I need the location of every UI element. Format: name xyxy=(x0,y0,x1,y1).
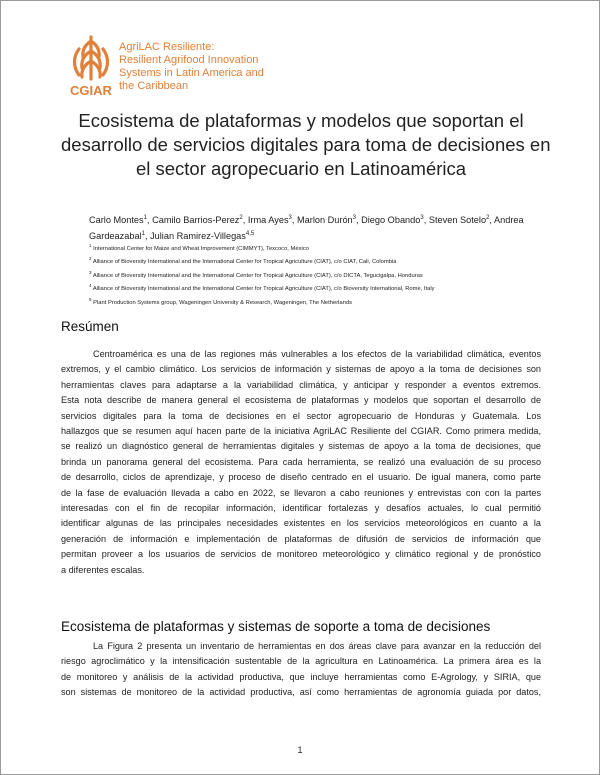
title-line: Ecosistema de plataformas y modelos que soportan el xyxy=(78,110,524,131)
author: Marlon Durón$^3$ xyxy=(297,215,357,226)
text-line: Esta nota describe de manera general el ecosistema de plataformas y modelos que soportan el desarrollo de xyxy=(61,395,541,406)
section-heading-ecosistema: Ecosistema de plataformas y sistemas de soporte a toma de decisiones xyxy=(61,619,491,634)
wheat-icon xyxy=(75,37,108,79)
abstract-paragraph xyxy=(61,347,541,578)
text-line: brinda un panorama general del ecosistema. Para cada herramienta, se realizó una evaluación de su proceso xyxy=(61,456,541,467)
initiative-name xyxy=(119,41,289,93)
text-line: de la fase de evaluación llevada a cabo en 2022, se llevaron a cabo reuniones y entrevistas con con la partes xyxy=(61,487,541,498)
text-line: son sistemas de monitoreo de la actividad productiva, así como herramientas de agronomía guiada por datos, xyxy=(61,687,541,698)
affiliation: $^4$ Alliance of Bioversity International and the International Center for Tropical Agriculture (CIAT), c/o Bioversity International, Rome, Italy xyxy=(89,283,435,293)
author: Camilo Barrios-Perez$^2$ xyxy=(152,215,243,226)
text-line: identificar algunas de las principales necesidades existentes en los servicios meteorológicos en cuanto a la xyxy=(61,518,541,529)
body-paragraph xyxy=(61,639,541,701)
affiliation-list xyxy=(89,241,539,308)
text-line: herramientas claves para adaptarse a la variabilidad climática, y anticipar y responder a eventos extremos. xyxy=(61,379,541,390)
affiliation: $^5$ Plant Production Systems group, Wageningen University & Research, Wageningen, The Netherlands xyxy=(89,296,352,306)
author: Julian Ramirez-Villegas$^{4,5}$ xyxy=(150,231,255,242)
text-line: se realizó un diagnóstico general de herramientas digitales y sistemas de apoyo a la toma de decisiones, que xyxy=(61,441,541,452)
author: Andrea Gardeazabal$^1$ xyxy=(89,215,524,242)
initiative-line: Resilient Agrifood Innovation xyxy=(119,54,259,66)
text-line: de monitoreo y análisis de la actividad productiva, que incluye herramientas como E-Agrology, y SIRIA, que xyxy=(61,671,541,682)
text-line: La Figura 2 presenta un inventario de herramientas en dos áreas clave para avanzar en la reducción del xyxy=(93,641,541,651)
author: Irma Ayes$^3$ xyxy=(247,215,292,226)
affiliation: $^1$ International Center for Maize and Wheat Improvement (CIMMYT), Texcoco, México xyxy=(89,243,309,252)
text-line: generación de información e implementación de plataformas de difusión de servicios de información que xyxy=(61,533,541,544)
text-line: riesgo agroclimático y la intensificación sustentable de la agricultura en Latinoamérica. La primera área es la xyxy=(61,656,541,667)
text-line: a diferentes escalas. xyxy=(61,564,145,575)
page-number: 1 xyxy=(297,745,303,755)
author: Carlo Montes$^1$ xyxy=(89,215,147,226)
section-heading-resumen: Resúmen xyxy=(61,319,119,334)
author: Steven Sotelo$^2$ xyxy=(428,215,490,226)
title-line: el sector agropecuario en Latinoamérica xyxy=(135,158,467,179)
text-line: extremos, y el cambio climático. Los servicios de información y sistemas de apoyo a la toma de decisiones son xyxy=(61,364,541,375)
text-line: permitan proveer a los usuarios de servicios de monitoreo meteorológico y climático regional y de pronóstico xyxy=(61,549,541,560)
cgiar-wordmark: CGIAR xyxy=(70,83,112,98)
text-line: hallazgos que se resumen aquí hacen parte de la iniciativa AgriLAC Resiliente del CGIAR. Como primera medida, xyxy=(61,426,541,437)
affiliation: $^3$ Alliance of Bioversity International and the International Center for Tropical Agriculture (CIAT), c/o DICTA, Tegucigalpa, Honduras xyxy=(89,269,423,279)
text-line: interesadas con el fin de recopilar información, identificar fortalezas y desafíos actuales, lo cual permitió xyxy=(61,503,541,514)
text-line: servicios digitales para la toma de decisiones en el sector agropecuario de Honduras y Guatemala. Los xyxy=(61,410,541,421)
text-line: Centroamérica es una de las regiones más vulnerables a los efectos de la variabilidad climática, eventos xyxy=(93,349,541,359)
initiative-line: the Caribbean xyxy=(119,80,189,92)
author: Diego Obando$^3$ xyxy=(361,215,424,226)
title-line: desarrollo de servicios digitales para toma de decisiones en xyxy=(61,134,551,155)
text-line: de desarrollo, ciclos de aprendizaje, y proceso de diseño centrado en el usuario. De igual manera, como parte xyxy=(61,472,541,483)
author-list: Carlo Montes$^1$, Camilo Barrios-Perez$^2$, Irma Ayes$^3$, Marlon Durón$^3$, Diego Obando$^3$, Steven Sotelo$^2$, Andrea Gardeazabal$^1$, Julian Ramirez-Villegas$^{4,5}$ xyxy=(89,215,524,242)
affiliation: $^2$ Alliance of Bioversity International and the International Center for Tropical Agriculture (CIAT), c/o CIAT, Cali, Colombia xyxy=(89,256,397,266)
initiative-line: Systems in Latin America and xyxy=(119,67,264,79)
initiative-line: AgriLAC Resiliente: xyxy=(119,41,215,53)
document-title xyxy=(61,109,551,181)
